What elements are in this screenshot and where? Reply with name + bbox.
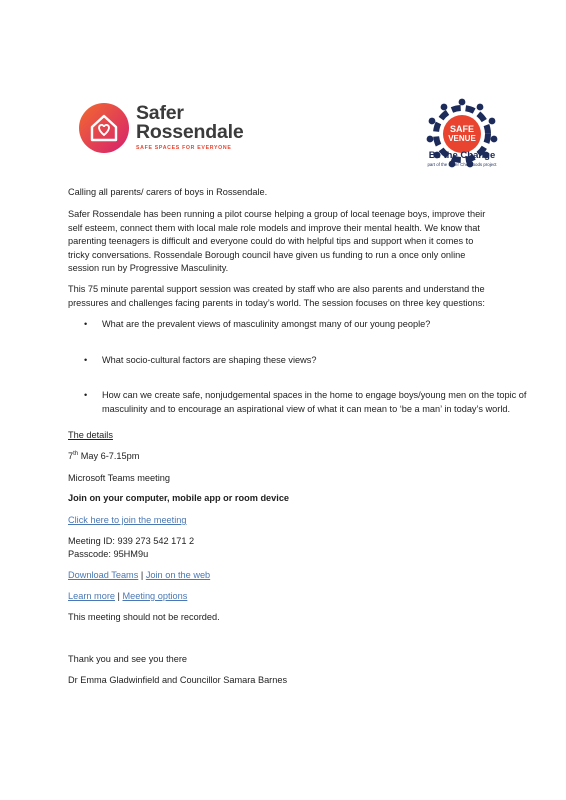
bullet-icon: • [84,390,88,400]
signature: Dr Emma Gladwinfield and Councillor Samara Barnes [68,675,288,685]
meeting-options-link[interactable]: Meeting options [122,591,188,601]
house-heart-icon [78,102,130,154]
be-the-change-caption [410,150,514,167]
bullet-icon: • [84,354,88,365]
greeting: Calling all parents/ carers of boys in Rossendale. [68,187,268,197]
safer-rossendale-logo [78,100,258,158]
be-the-change-title: Be the Change [428,150,496,161]
learn-more-link[interactable]: Learn more [68,591,115,601]
info-links-row [68,590,496,604]
list-item [68,354,530,368]
brand-text [136,104,243,151]
key-questions-list [68,318,527,414]
join-meeting-link[interactable]: Click here to join the meeting [68,515,187,525]
date-day: 7 [68,451,74,461]
badge-top-text: SAFE [449,124,475,134]
download-links-row [68,569,496,583]
join-heading: Join on your computer, mobile app or room device [68,493,290,503]
question-text: What are the prevalent views of masculinity amongst many of our young people? [102,319,431,329]
date-rest: May 6-7.15pm [78,451,140,461]
question-text: What socio-cultural factors are shaping these views? [102,354,317,365]
link-separator: | [138,570,146,580]
intro-paragraph: Safer Rossendale has been running a pilot course helping a group of local teenage boys, improve their self esteem, connect them with local male role models and improve their mental health. We know that parenting teenagers is difficult and everyone could do with helpful tips and support when it comes to tricky conversations. Rossendale Borough council have given us funding to run a once only online session run by Progressive Masculinity. [68,209,486,273]
list-item [68,318,530,332]
session-paragraph: This 75 minute parental support session was created by staff who are also parents and understand the pressures and challenges facing parents in today’s world. The session focuses on three key questions: [68,284,485,308]
details-heading: The details [68,430,113,440]
brand-line-1: Safer [136,102,184,124]
join-web-link[interactable]: Join on the web [145,570,211,580]
download-teams-link[interactable]: Download Teams [68,570,139,580]
passcode: Passcode: 95HM9u [68,549,149,559]
join-link-row [68,514,496,528]
bullet-icon: • [84,319,88,329]
badge-mid-text: VENUE [448,134,476,143]
closing-thanks: Thank you and see you there [68,654,188,664]
date-suffix: th [73,451,79,457]
question-text: How can we create safe, nonjudgemental spaces in the home to engage boys/young men on the topic of masculinity and to encourage an aspirational view of what it can mean to ‘be a man’ in today’s world. [102,390,527,414]
link-separator: | [114,591,123,601]
be-the-change-subtitle: part of the Safer Childhoods project [427,162,497,167]
meeting-id: Meeting ID: 939 273 542 171 2 [68,536,195,546]
meeting-platform: Microsoft Teams meeting [68,473,170,483]
list-item [68,389,530,416]
not-recorded-note: This meeting should not be recorded. [68,612,220,622]
brand-tagline: SAFE SPACES FOR EVERYONE [136,145,232,151]
event-date [68,450,496,464]
brand-line-2: Rossendale [136,121,244,143]
